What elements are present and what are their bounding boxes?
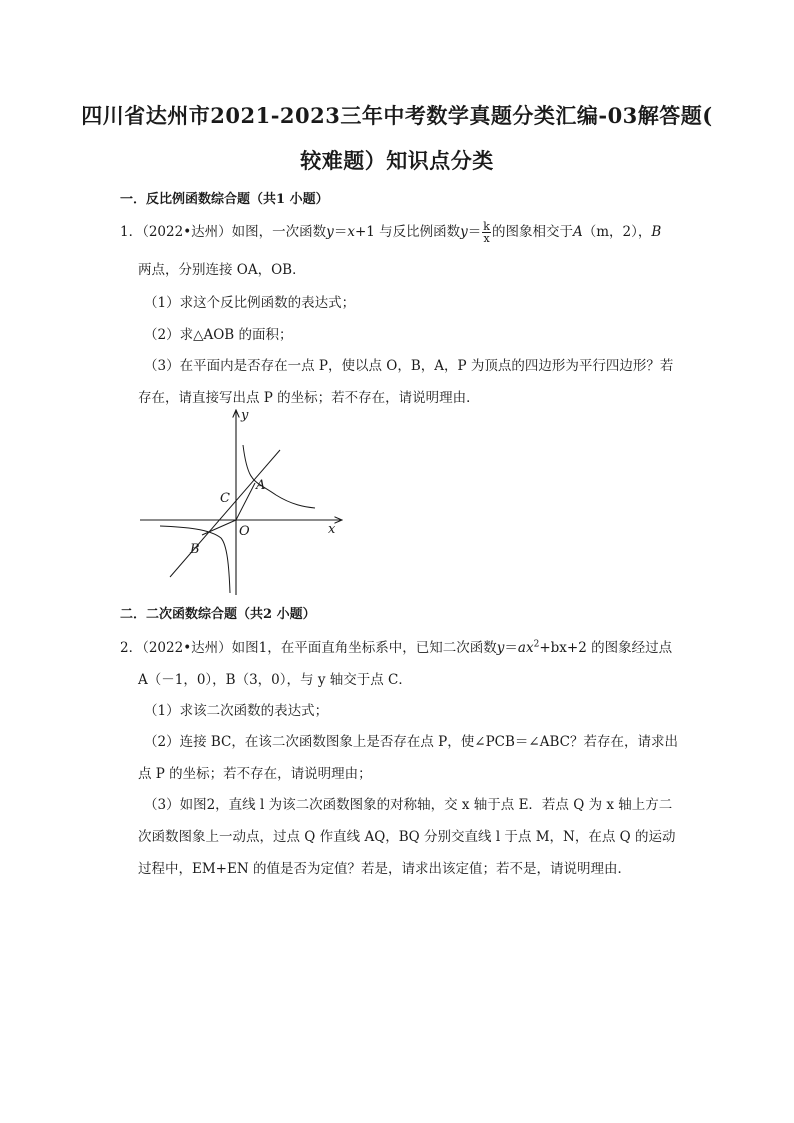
q1-part3-line1: （3）在平面内是否存在一点 P，使以点 O，B，A，P 为顶点的四边形为平行四边形？若 bbox=[144, 358, 674, 374]
q2-source: （2022•达州） bbox=[142, 640, 232, 656]
segment-oa bbox=[236, 483, 255, 520]
q2-eq-y: y bbox=[496, 640, 505, 656]
label-b: B bbox=[190, 542, 200, 557]
q2-part2-line2: 点 P 的坐标；若不存在，请说明理由； bbox=[138, 766, 372, 782]
q2-number: 2． bbox=[120, 640, 143, 656]
label-a: A bbox=[256, 478, 266, 493]
q2-part2-line1: （2）连接 BC，在该二次函数图象上是否存在点 P，使∠PCB＝∠ABC？若存在，请求出 bbox=[144, 734, 678, 750]
q2-part3-line1: （3）如图2，直线 l 为该二次函数图象的对称轴，交 x 轴于点 E．若点 Q 为 x 轴上方二 bbox=[144, 797, 673, 813]
q1-text-a: 如图，一次函数 bbox=[231, 224, 327, 240]
q2-text-a: 如图1，在平面直角坐标系中，已知二次函数 bbox=[231, 640, 497, 656]
q2-eq-superscript: 2 bbox=[533, 639, 540, 650]
q2-line2: A（－1，0），B（3，0），与 y 轴交于点 C． bbox=[138, 672, 412, 688]
q1-fraction bbox=[482, 221, 491, 244]
q1-point-a-coord: （m，2）， bbox=[582, 224, 652, 240]
page-title-line2: 较难题）知识点分类 bbox=[300, 148, 494, 173]
q1-point-b: B bbox=[651, 224, 662, 240]
q1-point-a: A bbox=[572, 224, 583, 240]
segment-ob bbox=[202, 520, 236, 535]
q1-eq2-equals: ＝ bbox=[467, 224, 482, 240]
q2-eq-ax: ax bbox=[517, 640, 534, 656]
q2-part3-line2: 次函数图象上一动点，过点 Q 作直线 AQ，BQ 分别交直线 l 于点 M，N，在点 Q 的运动 bbox=[138, 829, 676, 845]
q2-eq-tail: +bx+2 的图象经过点 bbox=[539, 640, 673, 656]
linear-function-line bbox=[170, 450, 280, 577]
q2-eq-equals: ＝ bbox=[504, 640, 518, 656]
q1-text-b: 的图象相交于 bbox=[491, 224, 573, 240]
q2-line1 bbox=[120, 636, 672, 656]
q2-part1: （1）求该二次函数的表达式； bbox=[144, 703, 329, 719]
label-o: O bbox=[239, 524, 250, 539]
q1-part2: （2）求△AOB 的面积； bbox=[144, 327, 293, 343]
q1-eq2-y: y bbox=[460, 224, 468, 240]
hyperbola-branch-lower bbox=[160, 526, 230, 593]
q2-part3-line3: 过程中，EM+EN 的值是否为定值？若是，请求出该定值；若不是，请说明理由． bbox=[138, 861, 631, 877]
q1-eq1-x: x bbox=[347, 224, 355, 240]
label-c: C bbox=[220, 491, 230, 506]
q1-fraction-numerator: k bbox=[483, 220, 490, 233]
section1-heading: 一．反比例函数综合题（共1 小题） bbox=[120, 192, 329, 207]
section2-heading: 二．二次函数综合题（共2 小题） bbox=[120, 607, 316, 622]
page-title-line1: 四川省达州市2021-2023三年中考数学真题分类汇编-03解答题( bbox=[81, 103, 713, 128]
q1-eq1-equals: ＝ bbox=[333, 224, 348, 240]
hyperbola-branch-upper bbox=[243, 445, 315, 508]
q1-eq1-tail: +1 与反比例函数 bbox=[354, 224, 461, 240]
q1-number: 1． bbox=[120, 224, 143, 240]
q1-part1: （1）求这个反比例函数的表达式； bbox=[144, 295, 356, 311]
q1-eq1-y: y bbox=[326, 224, 334, 240]
label-x: x bbox=[328, 522, 336, 537]
label-y: y bbox=[241, 408, 249, 423]
q1-figure-graph bbox=[130, 405, 360, 600]
q1-fraction-denominator: x bbox=[483, 232, 490, 245]
q1-line2: 两点，分别连接 OA，OB． bbox=[138, 262, 306, 278]
q1-part3-line2: 存在，请直接写出点 P 的坐标；若不存在，请说明理由． bbox=[138, 390, 480, 406]
q1-line1 bbox=[120, 220, 661, 244]
q1-source: （2022•达州） bbox=[142, 224, 232, 240]
